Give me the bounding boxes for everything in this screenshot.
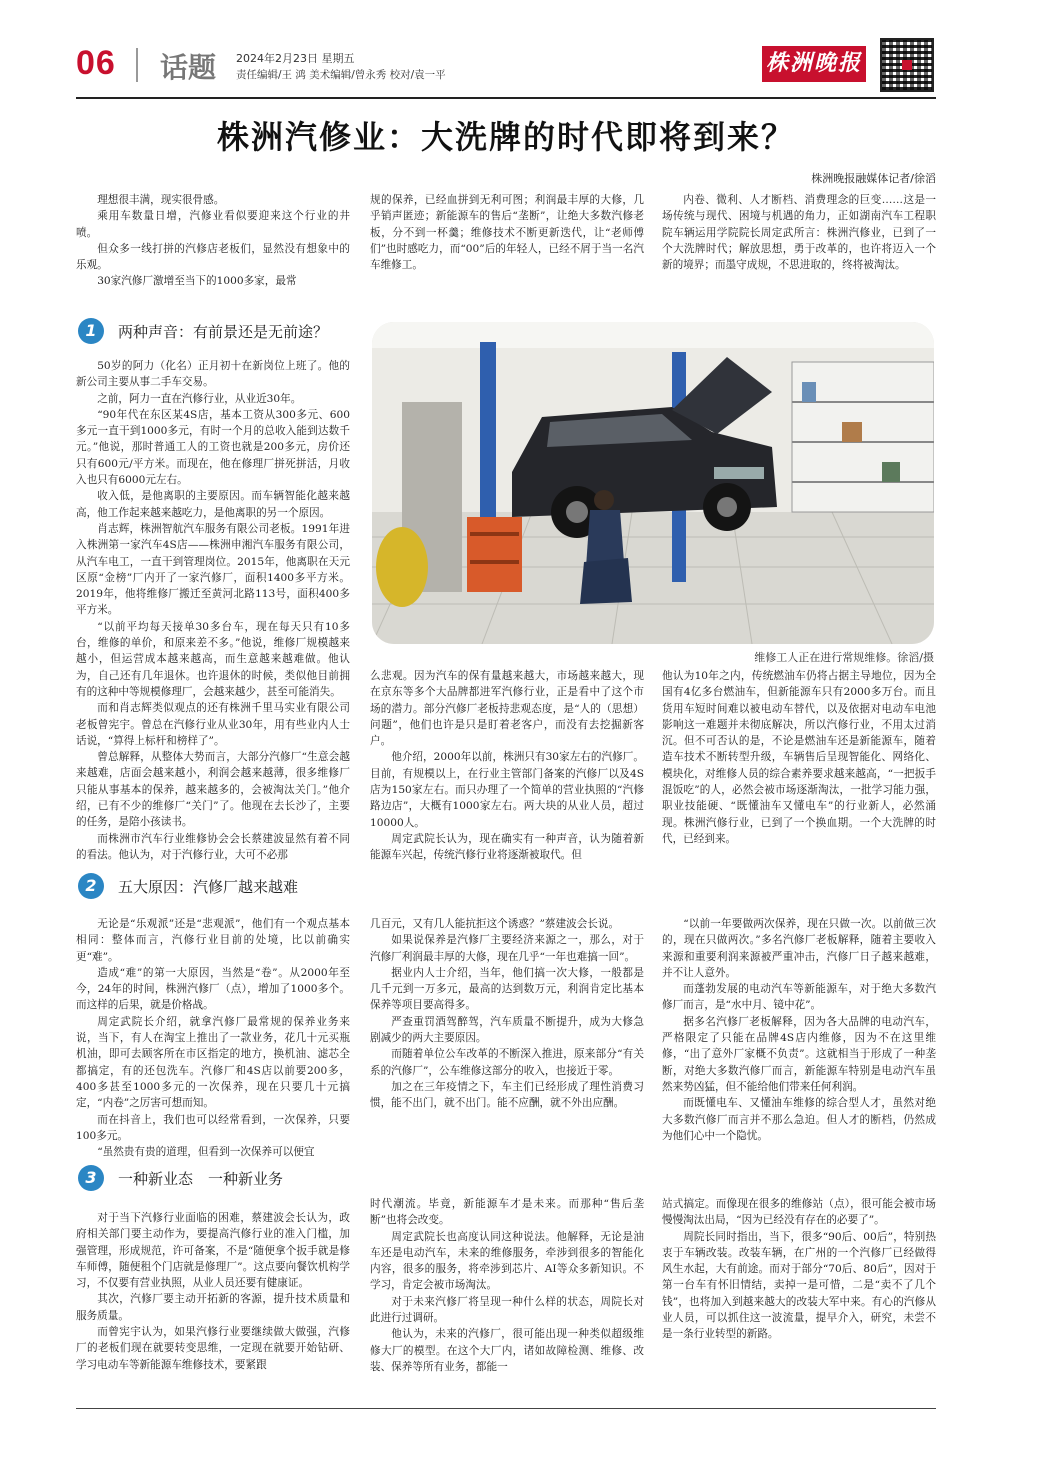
photo-caption: 维修工人正在进行常规维修。徐滔/摄	[754, 651, 934, 664]
paragraph: 而曾宪宇认为，如果汽修行业要继续做大做强，汽修厂的老板们现在就要转变思维，一定现在就要开始钻研、学习电动车等新能源车维修技术，要紧跟	[76, 1326, 350, 1371]
paragraph: 乘用车数量日增，汽修业看似要迎来这个行业的井喷。	[76, 210, 350, 239]
intro-column-2	[370, 192, 644, 273]
paragraph: 30家汽修厂激增至当下的1000多家，最常	[97, 275, 297, 288]
paragraph: 而既懂电车、又懂油车维修的综合型人才，虽然对绝大多数汽修厂而言并不那么急迫。但人才的断档，仍然成为他们心中一个隐忧。	[662, 1097, 936, 1142]
paragraph: 而在抖音上，我们也可以经常看到，一次保养，只要100多元。	[76, 1113, 350, 1142]
paragraph: 严查重罚酒驾醉驾，汽车质量不断提升，成为大修急剧减少的两大主要原因。	[370, 1015, 644, 1045]
section-title: 五大原因：汽修厂越来越难	[118, 878, 299, 896]
section-2-column-3	[662, 916, 936, 1144]
section-2-column-2	[370, 916, 644, 1112]
footer-rule	[76, 1408, 936, 1409]
paragraph: 之前，阿力一直在汽修行业，从业近30年。	[97, 392, 302, 405]
article-byline: 株洲晚报融媒体记者/徐滔	[811, 172, 936, 185]
page-number: 06	[76, 44, 116, 82]
paragraph: “虽然贵有贵的道理，但看到一次保养可以便宜	[97, 1146, 315, 1159]
paragraph: 内卷、微利、人才断档、消费理念的巨变……这是一场传统与现代、困境与机遇的角力，正如湖南汽车工程职院车辆运用学院院长周定武所言：株洲汽修业，已到了一个大洗牌时代；解放思想，勇于改革的，也许将迈入一个新的境界；而墨守成规，不思进取的，终将被淘汰。	[662, 194, 936, 272]
paragraph: 50岁的阿力（化名）正月初十在新岗位上班了。他的新公司主要从事二手车交易。	[76, 360, 350, 389]
paragraph: 造成“难”的第一大原因，当然是“卷”。从2000年至今，24年的时间，株洲汽修厂（点），增加了1000多个。而这样的后果，就是价格战。	[76, 966, 350, 1012]
section-2-column-1	[76, 916, 350, 1160]
qr-code-icon[interactable]	[880, 38, 934, 92]
section-3-column-1	[76, 1210, 350, 1373]
section-1-column-1	[76, 358, 350, 863]
intro-column-3	[662, 192, 936, 273]
paragraph: 么悲观。因为汽车的保有量越来越大，市场越来越大，现在京东等多个大品牌都进军汽修行业，正是看中了这个市场的潜力。部分汽修厂老板持悲观态度，是“人的（思想）问题”，他们也许是只是盯着老客户，而没有去挖掘新客户。	[370, 670, 644, 748]
paragraph: 收入低，是他离职的主要原因。而车辆智能化越来越高，他工作起来越来越吃力，是他离职的另一个原因。	[76, 490, 350, 519]
paragraph: 周院长同时指出，当下，很多“90后、00后”，特别热衷于车辆改装。改装车辆，在广州的一个汽修厂已经做得风生水起，大有前途。而对于部分“70后、80后”，因对于第一台车有怀旧情结，卖掉一是可惜，二是“卖不了几个钱”，也将加入到越来越大的改装大军中来。有心的汽修从业人员，可以抓住这一波流量，提早介入，研究，未尝不是一条行业转型的新路。	[662, 1230, 936, 1341]
section-1-column-2	[370, 668, 644, 864]
section-2-heading	[78, 873, 368, 903]
header-rule	[76, 97, 936, 99]
paragraph: 曾总解释，从整体大势而言，大部分汽修厂“生意会越来越难，店面会越来越小，利润会越来越薄，很多维修厂只能从事基本的保养，越来越多的，会被淘汰关门。”他介绍，已有不少的维修厂“关门”了。他现在去长沙了，主要的任务，是陪小孩读书。	[76, 751, 350, 829]
paragraph: 加之在三年疫情之下，车主们已经形成了理性消费习惯，能不出门，就不出门。能不应酬，就不外出应酬。	[370, 1080, 644, 1110]
paragraph: 理想很丰满，现实很骨感。	[97, 194, 225, 206]
paragraph: 而和肖志辉类似观点的还有株洲千里马实业有限公司老板曾宪宇。曾总在汽修行业从业30年，用有些业内人士话说，“算得上标杆和榜样了”。	[76, 702, 350, 747]
paragraph: 据业内人士介绍，当年，他们搞一次大修，一般都是几千元到一万多元，最高的达到数万元，利润肯定比基本保养等项目要高得多。	[370, 966, 644, 1012]
section-number-badge: 2	[78, 873, 104, 899]
paragraph: 其次，汽修厂要主动开拓新的客源，提升技术质量和服务质量。	[76, 1293, 350, 1322]
paragraph: 站式搞定。而像现在很多的维修站（点），很可能会被市场慢慢淘汰出局，“因为已经没有存在的必要了”。	[662, 1198, 936, 1227]
section-number-badge: 3	[78, 1165, 104, 1191]
paragraph: 而蓬勃发展的电动汽车等新能源车，对于绝大多数汽修厂而言，是“水中月、镜中花”。	[662, 983, 936, 1012]
paragraph: 周定武院长介绍，就拿汽修厂最常规的保养业务来说，当下，有人在淘宝上推出了一款业务，花几十元买瓶机油，即可去顾客所在市区指定的地方，换机油、滤芯全都搞定，有的还包洗车。汽修厂和4S店以前要200多，400多甚至1000多元的一次保养，现在只要几十元搞定，“内卷”之厉害可想而知。	[76, 1015, 350, 1110]
paragraph: 他认为10年之内，传统燃油车仍将占据主导地位，因为全国有4亿多台燃油车，但新能源车只有2000多万台。而且货用车短时间难以被电动车替代，以及依据对电动车电池影响这一难题并未彻底解决，所以汽修行业，不用太过消沉。但不可否认的是，不论是燃油车还是新能源车，随着造车技术不断转型升级，车辆售后呈现智能化、网络化、模块化，对维修人员的综合素养要求越来越高，“一把扳手混饭吃”的人，必然会被市场逐渐淘汰，一批学习能力强，职业技能硬、“既懂油车又懂电车”的行业新人，必然涌现。株洲汽修行业，已到了一个换血期。一个大洗牌的时代，已经到来。	[662, 670, 936, 845]
section-1-column-3	[662, 668, 936, 847]
paragraph: 几百元，又有几人能抗拒这个诱惑？”蔡建波会长说。	[370, 918, 620, 930]
paragraph: 无论是“乐观派”还是“悲观派”，他们有一个观点基本相同：整体而言，汽修行业目前的处境，比以前确实更“难”。	[76, 918, 350, 963]
paragraph: 周定武院长也高度认同这种说法。他解释，无论是油车还是电动汽车，未来的维修服务，牵涉到很多的智能化内容，很多的服务，将牵涉到芯片、AI等众多新知识。不学习，肯定会被市场淘汰。	[370, 1230, 644, 1292]
issue-date: 2024年2月23日 星期五	[236, 52, 355, 65]
paragraph: 他介绍，2000年以前，株洲只有30家左右的汽修厂。目前，有规模以上，在行业主管部门备案的汽修厂以及4S店为150家左右。而只办理了一个简单的营业执照的“汽修路边店”，大概有1000家左右。两大块的从业人员，超过10000人。	[370, 751, 644, 829]
paragraph: 时代潮流。毕竟，新能源车才是未来。而那种“售后垄断”也将会改变。	[370, 1198, 644, 1227]
paragraph: “以前平均每天接单30多台车，现在每天只有10多台，维修的单价，和原来差不多。”他说，维修厂规模越来越小，但运营成本越来越高，而生意越来越难做。他认为，自己还有几年退休。也许退休的时候，类似他目前拥有的这种中等规模修理厂，会越来越少，甚至可能消失。	[76, 620, 350, 698]
section-3-column-3	[662, 1196, 936, 1343]
section-name: 话题	[160, 51, 217, 84]
section-number-badge: 1	[78, 318, 104, 344]
section-1-heading	[78, 318, 368, 348]
section-title: 两种声音：有前景还是无前途？	[118, 323, 329, 341]
article-headline: 株洲汽修业：大洗牌的时代即将到来？	[216, 118, 795, 156]
paragraph: 规的保养，已经血拼到无利可图；利润最丰厚的大修，几乎销声匿迹；新能源车的售后“垄断”，让绝大多数汽修老板，分不到一杯羹；维修技术不断更新迭代，让“老师傅们”也时感吃力，而“00”后的年轻人，已经不屑于当一名汽车维修工。	[370, 194, 644, 272]
paragraph: 对于当下汽修行业面临的困难，蔡建波会长认为，政府相关部门要主动作为，要提高汽修行业的准入门槛，加强管理，形成规范，许可备案，不是“随便拿个扳手就是修车师傅，随便租个门店就是修理厂”。这点要向餐饮机构学习，不仅要有营业执照，从业人员还要有健康证。	[76, 1212, 350, 1290]
section-3-column-2	[370, 1196, 644, 1375]
section-title: 一种新业态 一种新业务	[118, 1170, 284, 1188]
editor-credits: 责任编辑/王 鸿 美术编辑/曾永秀 校对/袁一平	[236, 69, 446, 81]
paragraph: 如果说保养是汽修厂主要经济来源之一，那么，对于汽修厂利润最丰厚的大修，现在几乎“一年也难搞一回”。	[370, 934, 644, 963]
newspaper-logo: 株洲晚报	[762, 46, 866, 82]
paragraph: 据多名汽修厂老板解释，因为各大品牌的电动汽车，严格限定了只能在品牌4S店内维修，因为不在这里维修，“出了意外厂家概不负责”。这就相当于形成了一种垄断，对绝大多数汽修厂而言，新能源车特别是电动汽车虽然来势凶猛，但不能给他们带来任何利润。	[662, 1015, 936, 1093]
paragraph: “90年代在东区某4S店，基本工资从300多元、600多元一直干到1000多元，有时一个月的总收入能到达数千元。”他说，那时普通工人的工资也就是200多元，房价还只有600元/平方米。而现在，他在修理厂拼死拼活，月收入也只有6000元左右。	[76, 408, 350, 487]
intro-column-1	[76, 192, 350, 290]
paragraph: 但众多一线打拼的汽修店老板们，显然没有想象中的乐观。	[76, 242, 350, 272]
paragraph: 对于未来汽修厂将呈现一种什么样的状态，周院长对此进行过调研。	[370, 1295, 644, 1325]
section-3-heading	[78, 1165, 368, 1195]
paragraph: 他认为，未来的汽修厂，很可能出现一种类似超级维修大厂的模型。在这个大厂内，诸如故障检测、维修、改装、保养等所有业务，都能一	[370, 1328, 644, 1373]
repair-shop-photo	[372, 322, 934, 644]
paragraph: 而随着单位公车改革的不断深入推进，原来部分“有关系的汽修厂”，公车维修这部分的收入，也接近于零。	[370, 1048, 644, 1077]
paragraph: “以前一年要做两次保养，现在只做一次。以前做三次的，现在只做两次。”多名汽修厂老板解释，随着主要收入来源和重要利润来源被严重冲击，汽修厂日子越来越难，并不让人意外。	[662, 918, 936, 979]
paragraph: 周定武院长认为，现在确实有一种声音，认为随着新能源车兴起，传统汽修行业将逐渐被取代。但	[370, 832, 644, 862]
paragraph: 肖志辉，株洲智航汽车服务有限公司老板。1991年进入株洲第一家汽车4S店——株洲申湘汽车服务有限公司，从汽车电工，一直干到管理岗位。2015年，他离职在天元区原“金榜”厂内开了一家汽修厂，面积1400多平方米。2019年，他将维修厂搬迁至黄河北路113号，面积400多平方米。	[76, 522, 350, 617]
paragraph: 而株洲市汽车行业维修协会会长蔡建波显然有着不同的看法。他认为，对于汽修行业，大可不必那	[76, 832, 350, 861]
header-divider	[136, 48, 138, 82]
photo-illustration	[372, 322, 934, 644]
